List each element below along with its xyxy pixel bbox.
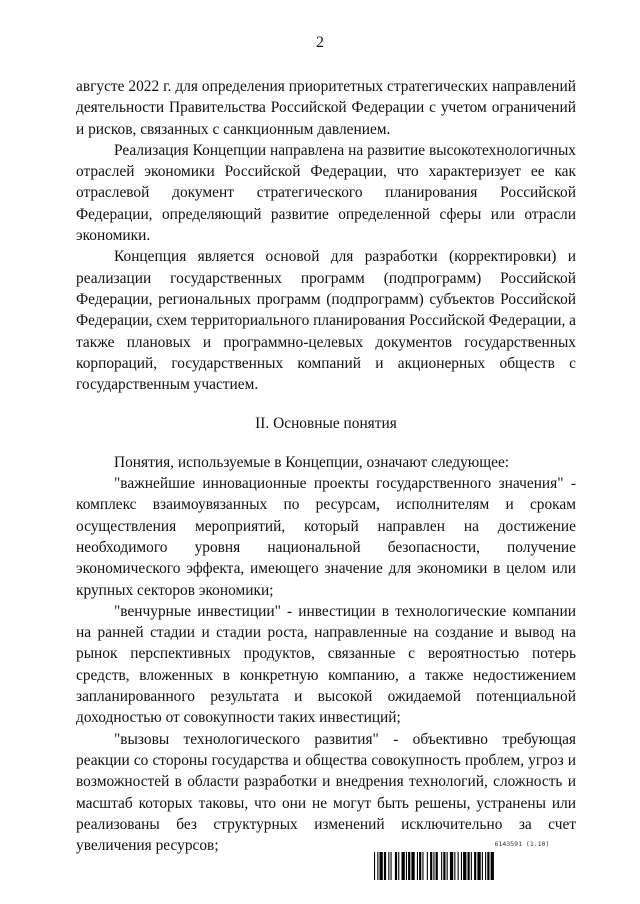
section-heading: II. Основные понятия <box>255 415 397 433</box>
page-number: 2 <box>316 34 324 51</box>
definition-item: "важнейшие инновационные проекты государственного значения" - комплекс взаимоувязанных по ресурсам, исполнителям и срокам осуществления мероприятий, который направлен на достижение необходимого уровня национальной безопасности, получение экономического эффекта, имеющего значение для экономики в целом или крупных секторов экономики; <box>76 475 576 599</box>
paragraph-basis: Концепция является основой для разработки (корректировки) и реализации государственных программ (подпрограмм) Российской Федерации, региональных программ (подпрограмм) субъектов Российской Федерации, схем территориального планирования Российской Федерации, а также плановых и программно-целевых документов государственных корпораций, государственных компаний и акционерных обществ с государственным участием. <box>76 248 576 394</box>
paragraph-continuation: августе 2022 г. для определения приоритетных стратегических направлений деятельности Правительства Российской Федерации с учетом ограничений и рисков, связанных с санкционным давлением. <box>76 78 576 138</box>
document-body <box>76 76 576 856</box>
paragraph-implementation: Реализация Концепции направлена на развитие высокотехнологичных отраслей экономики Российской Федерации, что характеризует ее как отраслевой документ стратегического планирования Российской Федерации, определяющий развитие определенной сферы или отрасли экономики. <box>76 141 576 245</box>
definitions-intro: Понятия, используемые в Концепции, означают следующее: <box>114 453 510 471</box>
barcode-icon <box>374 852 574 880</box>
definition-item: "вызовы технологического развития" - объективно требующая реакции со стороны государства и общества совокупность проблем, угроз и возможностей в области разработки и внедрения технологий, сложность и масштаб которых таковы, что они не могут быть решены, устранены или реализованы без структурных изменений исключительно за счет увеличения ресурсов; <box>76 730 576 855</box>
definition-item: "венчурные инвестиции" - инвестиции в технологические компании на ранней стадии и стадии роста, направленные на создание и вывод на рынок перспективных продуктов, связанные с вероятностью потерь средств, вложенных в конкретную компанию, а также недостижением запланированного результата и высокой ожидаемой потенциальной доходностью от совокупности таких инвестиций; <box>76 602 576 727</box>
barcode-number: 6143591 (1.10) <box>494 840 550 848</box>
